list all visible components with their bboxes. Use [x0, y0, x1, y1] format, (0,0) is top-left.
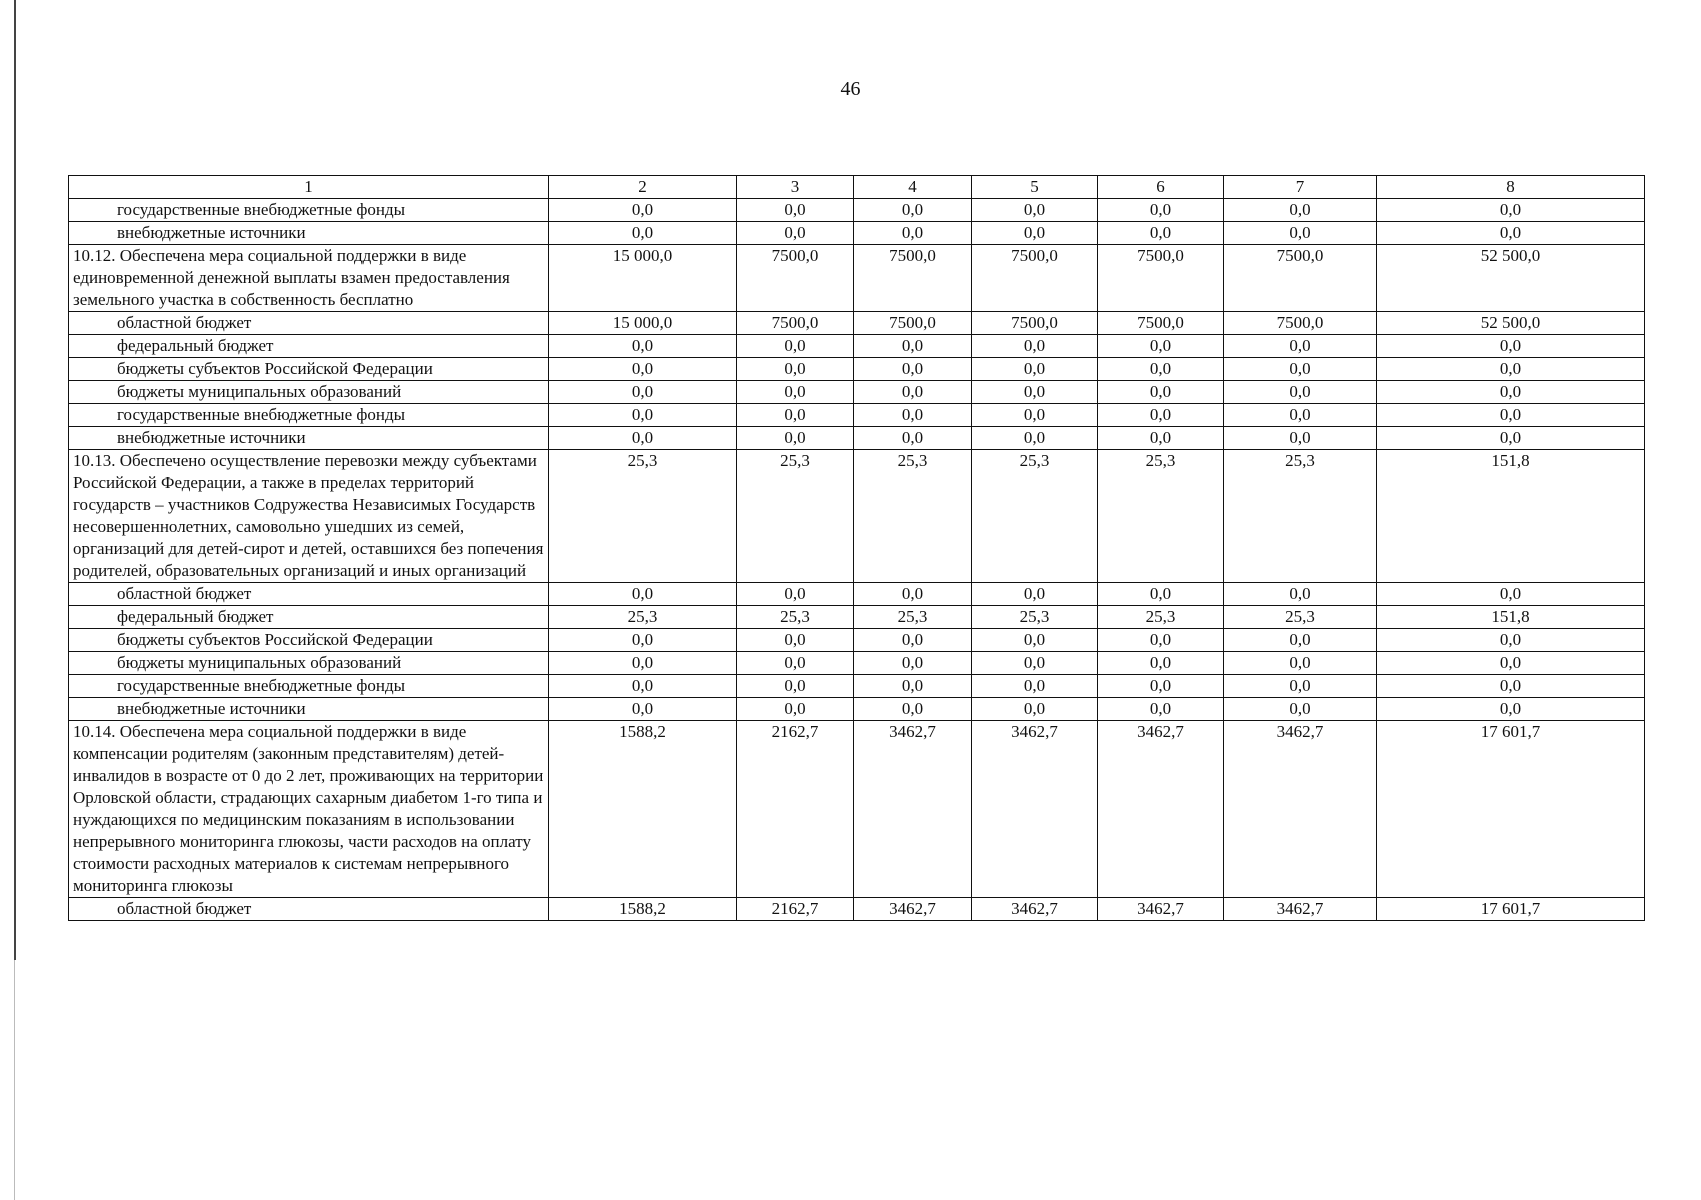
value-cell: 0,0: [854, 583, 972, 606]
value-cell: 25,3: [737, 606, 854, 629]
value-cell: 25,3: [549, 606, 737, 629]
column-number-header: 1: [69, 176, 549, 199]
table-header-row: [69, 176, 1645, 199]
column-number-header: 4: [854, 176, 972, 199]
value-cell: 15 000,0: [549, 312, 737, 335]
table-row-item: [69, 450, 1645, 583]
value-cell: 0,0: [1224, 698, 1377, 721]
value-cell: 25,3: [972, 606, 1098, 629]
value-cell: 0,0: [854, 199, 972, 222]
funding-source-cell: внебюджетные источники: [69, 427, 549, 450]
funding-source-cell: федеральный бюджет: [69, 335, 549, 358]
column-number-header: 8: [1377, 176, 1645, 199]
funding-source-cell: бюджеты субъектов Российской Федерации: [69, 629, 549, 652]
table-row-funding-source: [69, 675, 1645, 698]
value-cell: 0,0: [1224, 652, 1377, 675]
value-cell: 0,0: [1098, 335, 1224, 358]
value-cell: 7500,0: [972, 312, 1098, 335]
value-cell: 0,0: [1098, 698, 1224, 721]
value-cell: 7500,0: [854, 245, 972, 312]
value-cell: 0,0: [737, 358, 854, 381]
table-row-item: [69, 245, 1645, 312]
value-cell: 3462,7: [1224, 898, 1377, 921]
scan-edge-line-faint: [14, 960, 15, 1200]
value-cell: 0,0: [549, 358, 737, 381]
table-row-funding-source: [69, 629, 1645, 652]
value-cell: 0,0: [549, 381, 737, 404]
column-number-header: 3: [737, 176, 854, 199]
value-cell: 0,0: [1098, 583, 1224, 606]
value-cell: 0,0: [737, 652, 854, 675]
funding-source-cell: областной бюджет: [69, 312, 549, 335]
value-cell: 0,0: [854, 358, 972, 381]
value-cell: 3462,7: [1098, 898, 1224, 921]
item-description-cell: 10.12. Обеспечена мера социальной поддержки в виде единовременной денежной выплаты взамен предоставления земельного участка в собственность бесплатно: [69, 245, 549, 312]
value-cell: 0,0: [854, 381, 972, 404]
value-cell: 1588,2: [549, 898, 737, 921]
table-row-funding-source: [69, 698, 1645, 721]
value-cell: 3462,7: [854, 721, 972, 898]
value-cell: 25,3: [737, 450, 854, 583]
total-value-cell: 0,0: [1377, 675, 1645, 698]
column-number-header: 7: [1224, 176, 1377, 199]
value-cell: 15 000,0: [549, 245, 737, 312]
table-row-funding-source: [69, 427, 1645, 450]
funding-source-cell: федеральный бюджет: [69, 606, 549, 629]
value-cell: 0,0: [972, 629, 1098, 652]
value-cell: 2162,7: [737, 898, 854, 921]
value-cell: 0,0: [737, 675, 854, 698]
value-cell: 0,0: [549, 675, 737, 698]
value-cell: 1588,2: [549, 721, 737, 898]
value-cell: 0,0: [972, 358, 1098, 381]
value-cell: 0,0: [972, 675, 1098, 698]
value-cell: 0,0: [854, 427, 972, 450]
value-cell: 25,3: [1224, 606, 1377, 629]
total-value-cell: 151,8: [1377, 606, 1645, 629]
funding-source-cell: внебюджетные источники: [69, 222, 549, 245]
value-cell: 0,0: [854, 675, 972, 698]
value-cell: 0,0: [737, 629, 854, 652]
value-cell: 0,0: [1224, 199, 1377, 222]
value-cell: 0,0: [737, 698, 854, 721]
value-cell: 0,0: [1098, 629, 1224, 652]
value-cell: 0,0: [737, 583, 854, 606]
value-cell: 7500,0: [1098, 312, 1224, 335]
total-value-cell: 0,0: [1377, 404, 1645, 427]
value-cell: 0,0: [854, 404, 972, 427]
value-cell: 0,0: [549, 698, 737, 721]
value-cell: 0,0: [854, 652, 972, 675]
value-cell: 0,0: [1098, 427, 1224, 450]
value-cell: 3462,7: [972, 898, 1098, 921]
value-cell: 0,0: [1224, 427, 1377, 450]
value-cell: 0,0: [854, 335, 972, 358]
value-cell: 0,0: [972, 698, 1098, 721]
value-cell: 0,0: [1098, 358, 1224, 381]
value-cell: 0,0: [972, 222, 1098, 245]
column-number-header: 5: [972, 176, 1098, 199]
value-cell: 0,0: [549, 427, 737, 450]
value-cell: 0,0: [737, 404, 854, 427]
value-cell: 0,0: [854, 629, 972, 652]
total-value-cell: 0,0: [1377, 698, 1645, 721]
value-cell: 0,0: [1098, 652, 1224, 675]
value-cell: 0,0: [737, 199, 854, 222]
total-value-cell: 0,0: [1377, 335, 1645, 358]
page-number: 46: [840, 78, 861, 100]
value-cell: 0,0: [1098, 222, 1224, 245]
value-cell: 7500,0: [1224, 245, 1377, 312]
value-cell: 25,3: [1098, 450, 1224, 583]
table-row-funding-source: [69, 606, 1645, 629]
budget-table-body: [69, 176, 1645, 921]
value-cell: 0,0: [1098, 381, 1224, 404]
value-cell: 0,0: [972, 381, 1098, 404]
value-cell: 25,3: [854, 606, 972, 629]
total-value-cell: 0,0: [1377, 629, 1645, 652]
table-row-funding-source: [69, 652, 1645, 675]
total-value-cell: 151,8: [1377, 450, 1645, 583]
table-row-funding-source: [69, 381, 1645, 404]
value-cell: 25,3: [854, 450, 972, 583]
value-cell: 0,0: [972, 652, 1098, 675]
value-cell: 25,3: [972, 450, 1098, 583]
value-cell: 7500,0: [1224, 312, 1377, 335]
budget-table: [68, 175, 1645, 921]
funding-source-cell: внебюджетные источники: [69, 698, 549, 721]
value-cell: 0,0: [854, 698, 972, 721]
funding-source-cell: областной бюджет: [69, 583, 549, 606]
total-value-cell: 0,0: [1377, 358, 1645, 381]
value-cell: 3462,7: [972, 721, 1098, 898]
value-cell: 0,0: [1224, 358, 1377, 381]
table-row-funding-source: [69, 583, 1645, 606]
total-value-cell: 0,0: [1377, 222, 1645, 245]
value-cell: 0,0: [1224, 381, 1377, 404]
table-row-funding-source: [69, 358, 1645, 381]
value-cell: 7500,0: [854, 312, 972, 335]
value-cell: 0,0: [1224, 222, 1377, 245]
value-cell: 0,0: [737, 335, 854, 358]
value-cell: 0,0: [1224, 629, 1377, 652]
funding-source-cell: бюджеты субъектов Российской Федерации: [69, 358, 549, 381]
table-row-funding-source: [69, 199, 1645, 222]
funding-source-cell: государственные внебюджетные фонды: [69, 199, 549, 222]
value-cell: 0,0: [737, 222, 854, 245]
total-value-cell: 0,0: [1377, 199, 1645, 222]
total-value-cell: 52 500,0: [1377, 245, 1645, 312]
value-cell: 0,0: [737, 427, 854, 450]
total-value-cell: 52 500,0: [1377, 312, 1645, 335]
value-cell: 0,0: [1098, 199, 1224, 222]
value-cell: 0,0: [549, 629, 737, 652]
funding-source-cell: бюджеты муниципальных образований: [69, 652, 549, 675]
total-value-cell: 17 601,7: [1377, 721, 1645, 898]
table-row-funding-source: [69, 222, 1645, 245]
value-cell: 0,0: [972, 583, 1098, 606]
total-value-cell: 0,0: [1377, 583, 1645, 606]
item-description-cell: 10.14. Обеспечена мера социальной поддержки в виде компенсации родителям (законным представителям) детей-инвалидов в возрасте от 0 до 2 лет, проживающих на территории Орловской области, страдающих сахарным диабетом 1-го типа и нуждающихся по медицинским показаниям в использовании непрерывного мониторинга глюкозы, части расходов на оплату стоимости расходных материалов к системам непрерывного мониторинга глюкозы: [69, 721, 549, 898]
table-row-item: [69, 721, 1645, 898]
value-cell: 0,0: [972, 199, 1098, 222]
value-cell: 2162,7: [737, 721, 854, 898]
value-cell: 7500,0: [1098, 245, 1224, 312]
value-cell: 0,0: [972, 427, 1098, 450]
value-cell: 0,0: [549, 335, 737, 358]
value-cell: 0,0: [854, 222, 972, 245]
value-cell: 7500,0: [737, 312, 854, 335]
total-value-cell: 0,0: [1377, 427, 1645, 450]
value-cell: 25,3: [549, 450, 737, 583]
value-cell: 3462,7: [1224, 721, 1377, 898]
value-cell: 0,0: [972, 404, 1098, 427]
column-number-header: 2: [549, 176, 737, 199]
value-cell: 0,0: [1098, 675, 1224, 698]
value-cell: 25,3: [1098, 606, 1224, 629]
value-cell: 0,0: [549, 199, 737, 222]
value-cell: 0,0: [1224, 404, 1377, 427]
table-row-funding-source: [69, 335, 1645, 358]
value-cell: 7500,0: [737, 245, 854, 312]
value-cell: 0,0: [1224, 335, 1377, 358]
value-cell: 0,0: [1098, 404, 1224, 427]
value-cell: 0,0: [1224, 583, 1377, 606]
value-cell: 0,0: [549, 652, 737, 675]
value-cell: 7500,0: [972, 245, 1098, 312]
value-cell: 0,0: [1224, 675, 1377, 698]
table-row-funding-source: [69, 898, 1645, 921]
table-row-funding-source: [69, 404, 1645, 427]
column-number-header: 6: [1098, 176, 1224, 199]
value-cell: 0,0: [549, 404, 737, 427]
funding-source-cell: бюджеты муниципальных образований: [69, 381, 549, 404]
value-cell: 0,0: [549, 583, 737, 606]
value-cell: 0,0: [737, 381, 854, 404]
table-row-funding-source: [69, 312, 1645, 335]
total-value-cell: 0,0: [1377, 381, 1645, 404]
scan-edge-line: [14, 0, 16, 960]
value-cell: 3462,7: [1098, 721, 1224, 898]
value-cell: 3462,7: [854, 898, 972, 921]
value-cell: 0,0: [549, 222, 737, 245]
total-value-cell: 17 601,7: [1377, 898, 1645, 921]
funding-source-cell: государственные внебюджетные фонды: [69, 675, 549, 698]
funding-source-cell: государственные внебюджетные фонды: [69, 404, 549, 427]
item-description-cell: 10.13. Обеспечено осуществление перевозки между субъектами Российской Федерации, а также в пределах территорий государств – участников Содружества Независимых Государств несовершеннолетних, самовольно ушедших из семей, организаций для детей-сирот и детей, оставшихся без попечения родителей, образовательных организаций и иных организаций: [69, 450, 549, 583]
value-cell: 25,3: [1224, 450, 1377, 583]
total-value-cell: 0,0: [1377, 652, 1645, 675]
funding-source-cell: областной бюджет: [69, 898, 549, 921]
value-cell: 0,0: [972, 335, 1098, 358]
